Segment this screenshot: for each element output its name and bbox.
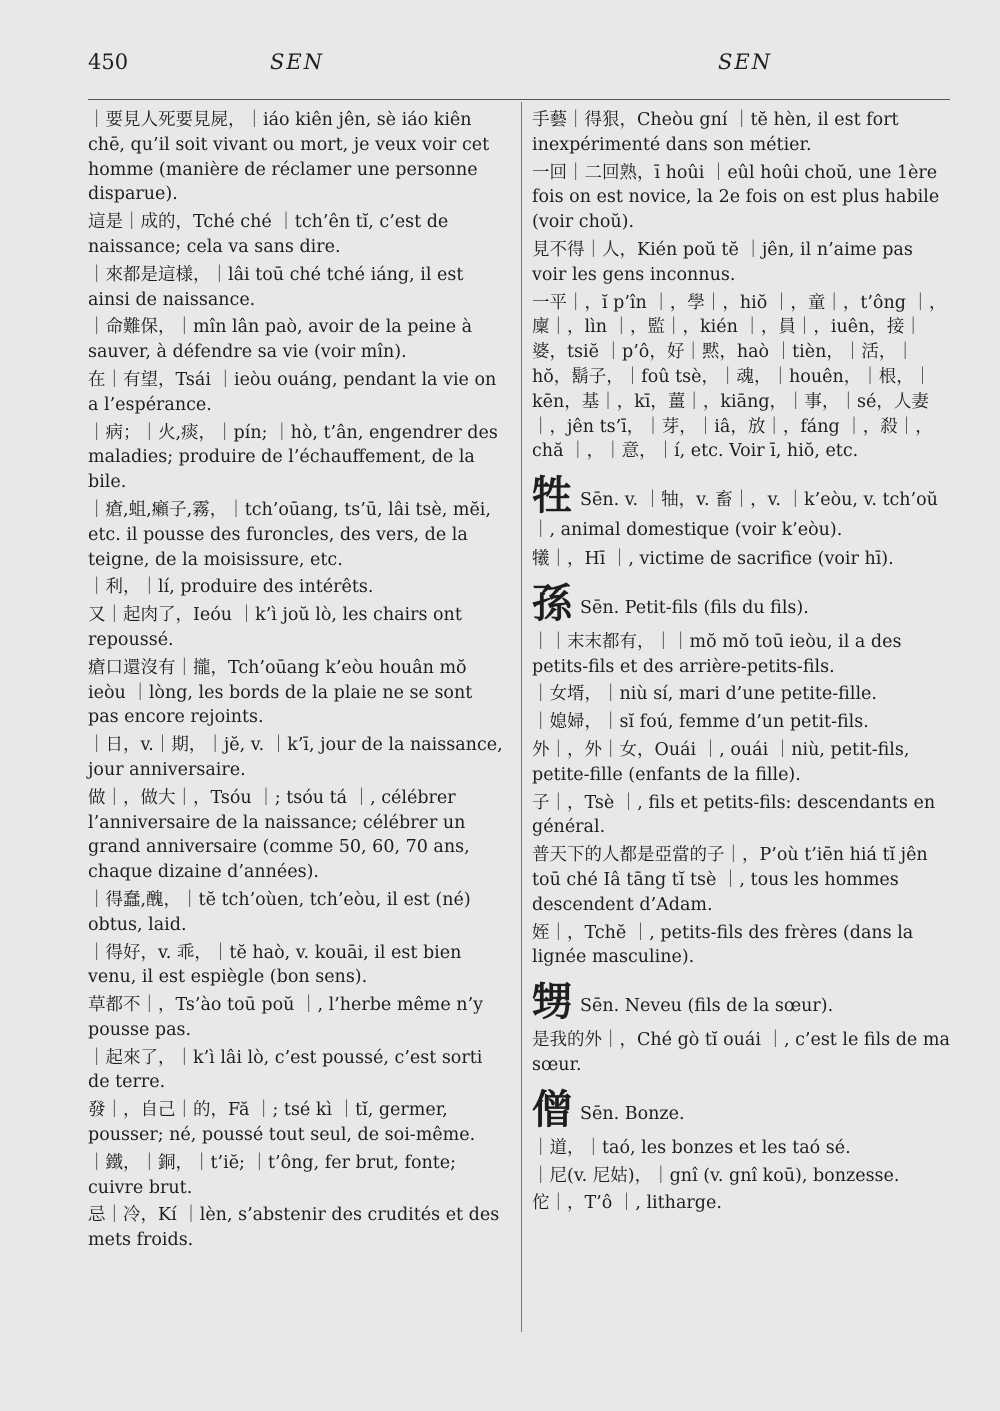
entry-text: ｜女壻，｜niù sí, mari d’une petite-fille. [532,684,877,705]
headword-entry [532,980,950,1024]
dictionary-entry [532,1136,950,1161]
entry-text: ｜得好，v. 乖，｜tĕ haò, v. kouāi, il est bien venu, il est espiègle (bon sens). [88,942,467,988]
dictionary-entry [88,656,506,730]
dictionary-entry [88,315,506,365]
dictionary-entry [88,1203,506,1253]
dictionary-entry [88,603,506,653]
dictionary-entry [532,682,950,707]
dictionary-entry [532,710,950,735]
running-head-left: SEN [270,50,325,74]
entry-text: 這是｜成的，Tché ché ｜tch’ên tĭ, c’est de naissance; cela va sans dire. [88,212,454,257]
dictionary-entry [88,108,506,207]
entry-text: ｜得蠢,醜，｜tĕ tch’oùen, tch’eòu, il est (né) obtus, laid. [88,889,477,935]
dictionary-entry [532,161,950,235]
dictionary-entry [532,1028,956,1078]
entry-text: 在｜有望，Tsái ｜ieòu ouáng, pendant la vie on a l’espérance. [88,369,502,415]
entry-text: 做｜，做大｜，Tsóu ｜; tsóu tá ｜, célébrer l’anniversaire de la naissance; célébrer un grand anniversaire (comme 50, 60, 70 ans, chaque dizaine d’années). [88,787,476,883]
entry-text: ｜尼(v. 尼姑)，｜gnî (v. gnî koū), bonzesse. [532,1165,900,1186]
dictionary-entry [88,263,506,313]
headword-character: 甥 [532,978,572,1026]
dictionary-entry [88,1151,506,1201]
dictionary-entry [88,498,506,572]
dictionary-entry [88,575,506,600]
entry-text: 子｜，Tsè ｜, fils et petits-fils: descendants en général. [532,792,941,838]
entry-text: ｜起來了，｜k’ì lâi lò, c’est poussé, c’est sorti de terre. [88,1047,488,1093]
header-rule [88,99,950,100]
headword-entry [532,579,950,627]
dictionary-entry [532,843,950,917]
entry-text: ｜鐵，｜銅，｜t’iĕ; ｜t’ông, fer brut, fonte; cuivre brut. [88,1152,462,1198]
entry-text: 佗｜，T’ô ｜, litharge. [532,1193,722,1214]
entry-text: 一平｜，ĭ p’în ｜，學｜，hiŏ ｜，童｜，t’ông ｜，廩｜，lìn ｜，監｜，kién ｜，員｜，iuên，接｜婆，tsiĕ ｜p’ô，好｜黙，haò ｜tièn，｜活，｜hŏ，鬍子，｜foû tsè，｜魂，｜houên，｜根，｜kēn，基｜，kī，薑｜，kiāng，｜事，｜sé，人妻｜，jên ts’ī，｜芽，｜iâ，放｜，fáng ｜，殺｜，chă ｜，｜意，｜í, etc. Voir ī, hiŏ, etc. [532,292,947,462]
entry-text: ｜日，v.｜期，｜jĕ, v. ｜k’ī, jour de la naissance, jour anniversaire. [88,735,509,780]
entry-text: ｜｜末末都有，｜｜mŏ mŏ toū ieòu, il a des petits-fils et des arrière-petits-fils. [532,631,908,677]
right-column [532,108,956,1219]
headword-character: 僧 [532,1085,572,1133]
dictionary-entry [532,291,950,465]
entry-text: 一回｜二回熟，ī hoûi ｜eûl hoûi choŭ, une 1ère fois on est novice, la 2e fois on est plus habile (voir choŭ). [532,162,945,233]
entry-text: 普天下的人都是亞當的子｜，P’où t’iēn hiá tĭ jên toū ché Iâ tāng tĭ tsè ｜, tous les hommes descendent d’Adam. [532,845,934,915]
headword-entry [532,1085,950,1133]
dictionary-entry [88,210,506,260]
entry-text: ｜要見人死要見屍，｜iáo kiên jên, sè iáo kiên chē, qu’il soit vivant ou mort, je veux voir cet homme (manière de réclamer une personne disparue). [88,110,495,205]
headword-gloss: Sēn. Petit-fils (fils du fils). [580,597,809,618]
dictionary-entry [532,108,950,158]
dictionary-entry [532,1191,950,1216]
dictionary-entry [532,738,950,788]
dictionary-entry [88,993,506,1043]
running-head-right: SEN [718,50,773,74]
entry-text: ｜病；｜火,痰，｜pín; ｜hò, t’ân, engendrer des maladies; produire de l’échauffement, de la bile. [88,422,504,493]
entry-text: 又｜起肉了，Ieóu ｜k’ì joŭ lò, les chairs ont repoussé. [88,605,468,650]
entry-text: 犧｜，Hī ｜, victime de sacrifice (voir hī). [532,548,894,569]
headword-character: 牲 [532,472,572,520]
headword-gloss: Sēn. Bonze. [580,1103,685,1124]
entry-text: ｜瘡,蛆,癩子,霧，｜tch’oūang, ts’ū, lâi tsè, mĕi, etc. il pousse des furoncles, des vers, de la teigne, de la moisissure, etc. [88,499,497,570]
dictionary-entry [88,733,509,783]
headword-gloss: Sēn. v. ｜牰，v. 畜｜，v. ｜k’eòu, v. tch’oŭ ｜, animal domestique (voir k’eòu). [532,490,938,541]
headword-entry [532,474,950,543]
entry-text: 忌｜冷，Kí ｜lèn, s’abstenir des crudités et des mets froids. [88,1205,505,1251]
dictionary-entry [532,1164,950,1189]
dictionary-entry [88,1046,506,1096]
dictionary-entry [88,941,506,991]
dictionary-entry [88,888,506,938]
headword-gloss: Sēn. Neveu (fils de la sœur). [580,996,834,1017]
dictionary-entry [88,421,506,495]
column-divider [521,102,522,1332]
dictionary-entry [532,791,950,841]
dictionary-entry [88,368,506,418]
entry-text: 手藝｜得狠，Cheòu gní ｜tĕ hèn, il est fort inexpérimenté dans son métier. [532,110,905,155]
dictionary-entry [88,1098,506,1148]
entry-text: ｜媳婦，｜sĭ foú, femme d’un petit-fils. [532,712,869,733]
entry-text: ｜利，｜lí, produire des intérêts. [88,577,374,598]
entry-text: 瘡口還沒有｜攏，Tch’oūang k’eòu houân mŏ ieòu ｜lòng, les bords de la plaie ne se sont pas encore rejoints. [88,657,478,728]
entry-text: ｜道，｜taó, les bonzes et les taó sé. [532,1137,851,1158]
dictionary-entry [532,547,950,572]
headword-character: 孫 [532,579,572,627]
entry-text: 發｜，自己｜的，Fă ｜; tsé kì ｜tĭ, germer, pousser; né, poussé tout seul, de soi-même. [88,1100,476,1146]
dictionary-entry [532,238,950,288]
entry-text: ｜來都是這様，｜lâi toū ché tché iáng, il est ainsi de naissance. [88,264,469,310]
entry-text: 草都不｜，Ts’ào toū poŭ ｜, l’herbe même n’y pousse pas. [88,995,489,1040]
entry-text: 姪｜，Tchĕ ｜, petits-fils des frères (dans la lignée masculine). [532,922,919,968]
entry-text: ｜命難保，｜mîn lân paò, avoir de la peine à sauver, à défendre sa vie (voir mîn). [88,317,478,363]
dictionary-entry [532,630,950,680]
entry-text: 外｜，外｜女，Ouái ｜, ouái ｜niù, petit-fils, petite-fille (enfants de la fille). [532,739,916,785]
dictionary-entry [532,921,950,971]
entry-text: 見不得｜人，Kién poŭ tĕ ｜jên, il n’aime pas voir les gens inconnus. [532,239,919,285]
left-column [88,108,509,1256]
dictionary-entry [88,786,506,885]
page-number: 450 [88,50,129,74]
entry-text: 是我的外｜，Ché gò tĭ ouái ｜, c’est le fils de ma sœur. [532,1030,956,1075]
